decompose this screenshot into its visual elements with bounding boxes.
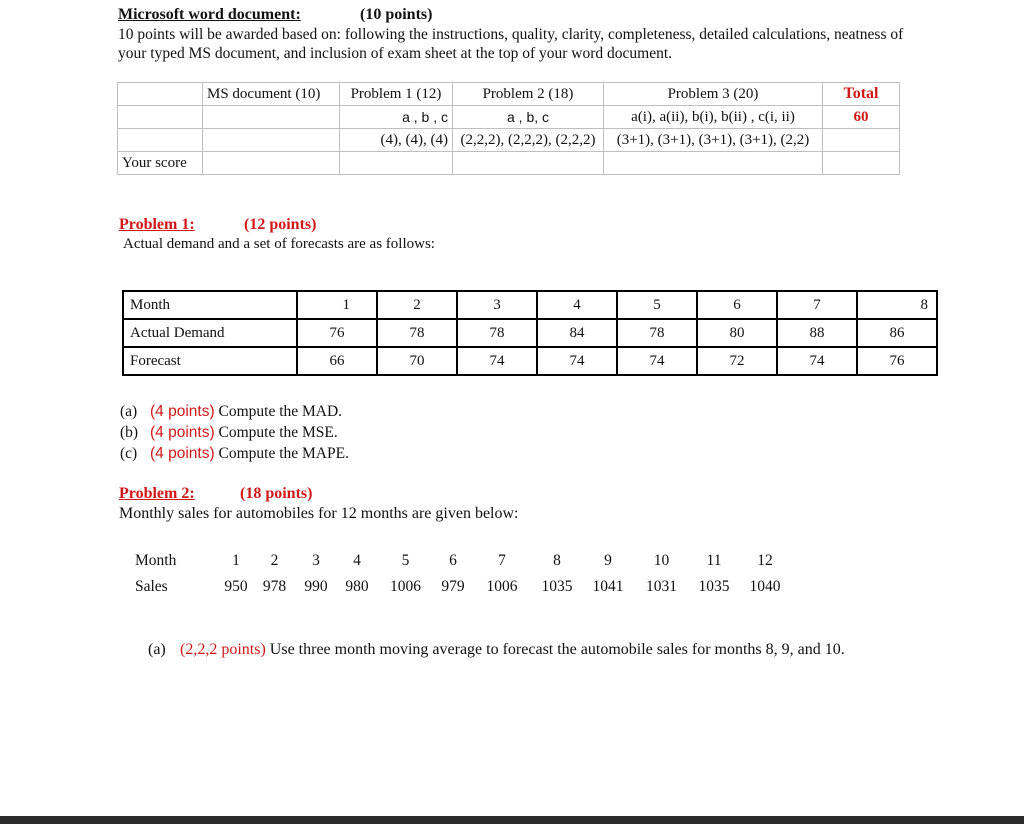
question-tag: (c) — [120, 445, 138, 462]
your-score-ms[interactable] — [203, 152, 340, 175]
score-p3-breakdown: (3+1), (3+1), (3+1), (3+1), (2,2) — [604, 129, 823, 152]
problem2-question — [148, 640, 908, 659]
score-head-p3: Problem 3 (20) — [604, 83, 823, 106]
problem1-questions — [120, 401, 349, 464]
demand-actual-cell: 88 — [777, 319, 857, 347]
sales-value-cell: 979 — [441, 578, 465, 595]
question-text: Use three month moving average to forecast the automobile sales for months 8, 9, and 10. — [269, 641, 845, 658]
sales-month-cell: 5 — [401, 552, 410, 569]
sales-month-cell: 12 — [757, 552, 773, 569]
sales-value-cell: 990 — [304, 578, 328, 595]
sales-value-cell: 1041 — [592, 578, 624, 595]
question-tag: (a) — [120, 403, 138, 420]
score-empty-cell — [203, 106, 340, 129]
sales-value-cell: 950 — [224, 578, 248, 595]
score-p3-parts: a(i), a(ii), b(i), b(ii) , c(i, ii) — [604, 106, 823, 129]
question-item — [120, 422, 349, 443]
score-head-p1: Problem 1 (12) — [340, 83, 453, 106]
score-head-ms: MS document (10) — [203, 83, 340, 106]
sales-label-sales: Sales — [135, 578, 168, 595]
question-points: (4 points) — [150, 445, 215, 462]
question-item — [120, 401, 349, 422]
sales-month-cell: 3 — [312, 552, 320, 569]
your-score-p1[interactable] — [340, 152, 453, 175]
demand-label-forecast: Forecast — [123, 347, 297, 375]
score-p2-breakdown: (2,2,2), (2,2,2), (2,2,2) — [453, 129, 604, 152]
question-text: Compute the MAPE. — [218, 445, 349, 462]
sales-value-cell: 980 — [345, 578, 369, 595]
question-tag: (b) — [120, 424, 139, 441]
score-empty-cell — [203, 129, 340, 152]
question-points: (2,2,2 points) — [180, 641, 266, 658]
your-score-p3[interactable] — [604, 152, 823, 175]
instructions-text: 10 points will be awarded based on: following the instructions, quality, clarity, completeness, detailed calculations, neatness of your typed MS document, and inclusion of exam sheet at the top of your word document. — [118, 26, 904, 62]
question-tag: (a) — [148, 641, 166, 658]
sales-value-cell: 1035 — [698, 578, 730, 595]
demand-month-cell: 7 — [777, 291, 857, 319]
demand-forecast-cell: 76 — [857, 347, 937, 375]
sales-month-cell: 10 — [653, 552, 670, 569]
score-row-parts — [118, 106, 900, 129]
question-item — [120, 443, 349, 464]
demand-row-forecast — [123, 347, 937, 375]
demand-actual-cell: 86 — [857, 319, 937, 347]
sales-month-cell: 7 — [498, 552, 506, 569]
problem2-points: (18 points) — [240, 485, 313, 502]
score-empty-cell — [823, 129, 900, 152]
score-p1-breakdown: (4), (4), (4) — [340, 129, 453, 152]
problem1-intro: Actual demand and a set of forecasts are as follows: — [123, 236, 435, 252]
score-row-breakdown — [118, 129, 900, 152]
sales-value-cell: 1031 — [646, 578, 677, 595]
sales-label-month: Month — [135, 552, 177, 569]
demand-forecast-cell: 74 — [617, 347, 697, 375]
your-score-total[interactable] — [823, 152, 900, 175]
demand-actual-cell: 76 — [297, 319, 377, 347]
sales-table — [131, 548, 790, 600]
demand-label-month: Month — [123, 291, 297, 319]
your-score-label: Your score — [118, 152, 203, 175]
your-score-p2[interactable] — [453, 152, 604, 175]
demand-forecast-cell: 74 — [537, 347, 617, 375]
problem2-intro: Monthly sales for automobiles for 12 months are given below: — [119, 505, 519, 522]
bottom-bar — [0, 816, 1024, 824]
question-text: Compute the MAD. — [218, 403, 343, 420]
demand-row-month — [123, 291, 937, 319]
problem1-points: (12 points) — [244, 216, 317, 233]
demand-forecast-cell: 70 — [377, 347, 457, 375]
question-text: Compute the MSE. — [218, 424, 338, 441]
score-p1-parts: a , b , c — [340, 106, 453, 129]
score-head-total: Total — [823, 83, 900, 106]
score-p2-parts: a , b, c — [453, 106, 604, 129]
score-table — [117, 82, 900, 175]
demand-forecast-cell: 66 — [297, 347, 377, 375]
demand-forecast-cell: 72 — [697, 347, 777, 375]
problem1-title: Problem 1: — [119, 216, 195, 233]
question-points: (4 points) — [150, 403, 215, 420]
demand-month-cell: 5 — [617, 291, 697, 319]
sales-row-month — [131, 548, 790, 574]
sales-month-cell: 11 — [706, 552, 722, 569]
demand-month-cell: 3 — [457, 291, 537, 319]
sales-value-cell: 978 — [262, 578, 287, 595]
demand-actual-cell: 78 — [377, 319, 457, 347]
score-label-cell — [118, 83, 203, 106]
score-head-p2: Problem 2 (18) — [453, 83, 604, 106]
sales-row-sales — [131, 574, 790, 600]
demand-forecast-cell: 74 — [457, 347, 537, 375]
document-heading: Microsoft word document: — [118, 6, 301, 23]
demand-month-cell: 6 — [697, 291, 777, 319]
score-row-header — [118, 83, 900, 106]
sales-month-cell: 2 — [270, 552, 279, 569]
sales-month-cell: 9 — [604, 552, 612, 569]
demand-month-cell: 8 — [857, 291, 937, 319]
score-empty-cell — [118, 106, 203, 129]
sales-value-cell: 1035 — [541, 578, 573, 595]
problem2-title: Problem 2: — [119, 485, 195, 502]
demand-label-actual: Actual Demand — [123, 319, 297, 347]
demand-actual-cell: 78 — [457, 319, 537, 347]
score-row-your-score — [118, 152, 900, 175]
sales-month-cell: 6 — [449, 552, 457, 569]
score-empty-cell — [118, 129, 203, 152]
demand-month-cell: 2 — [377, 291, 457, 319]
demand-forecast-cell: 74 — [777, 347, 857, 375]
heading-points: (10 points) — [360, 6, 433, 23]
sales-value-cell: 1006 — [390, 578, 421, 595]
sales-value-cell: 1040 — [749, 578, 781, 595]
sales-month-cell: 1 — [232, 552, 240, 569]
demand-actual-cell: 80 — [697, 319, 777, 347]
demand-month-cell: 4 — [537, 291, 617, 319]
demand-table — [122, 290, 938, 376]
score-total-value: 60 — [823, 106, 900, 129]
demand-row-actual — [123, 319, 937, 347]
sales-month-cell: 4 — [353, 552, 361, 569]
sales-value-cell: 1006 — [486, 578, 518, 595]
demand-month-cell: 1 — [297, 291, 377, 319]
question-points: (4 points) — [150, 424, 215, 441]
demand-actual-cell: 78 — [617, 319, 697, 347]
demand-actual-cell: 84 — [537, 319, 617, 347]
sales-month-cell: 8 — [553, 552, 561, 569]
